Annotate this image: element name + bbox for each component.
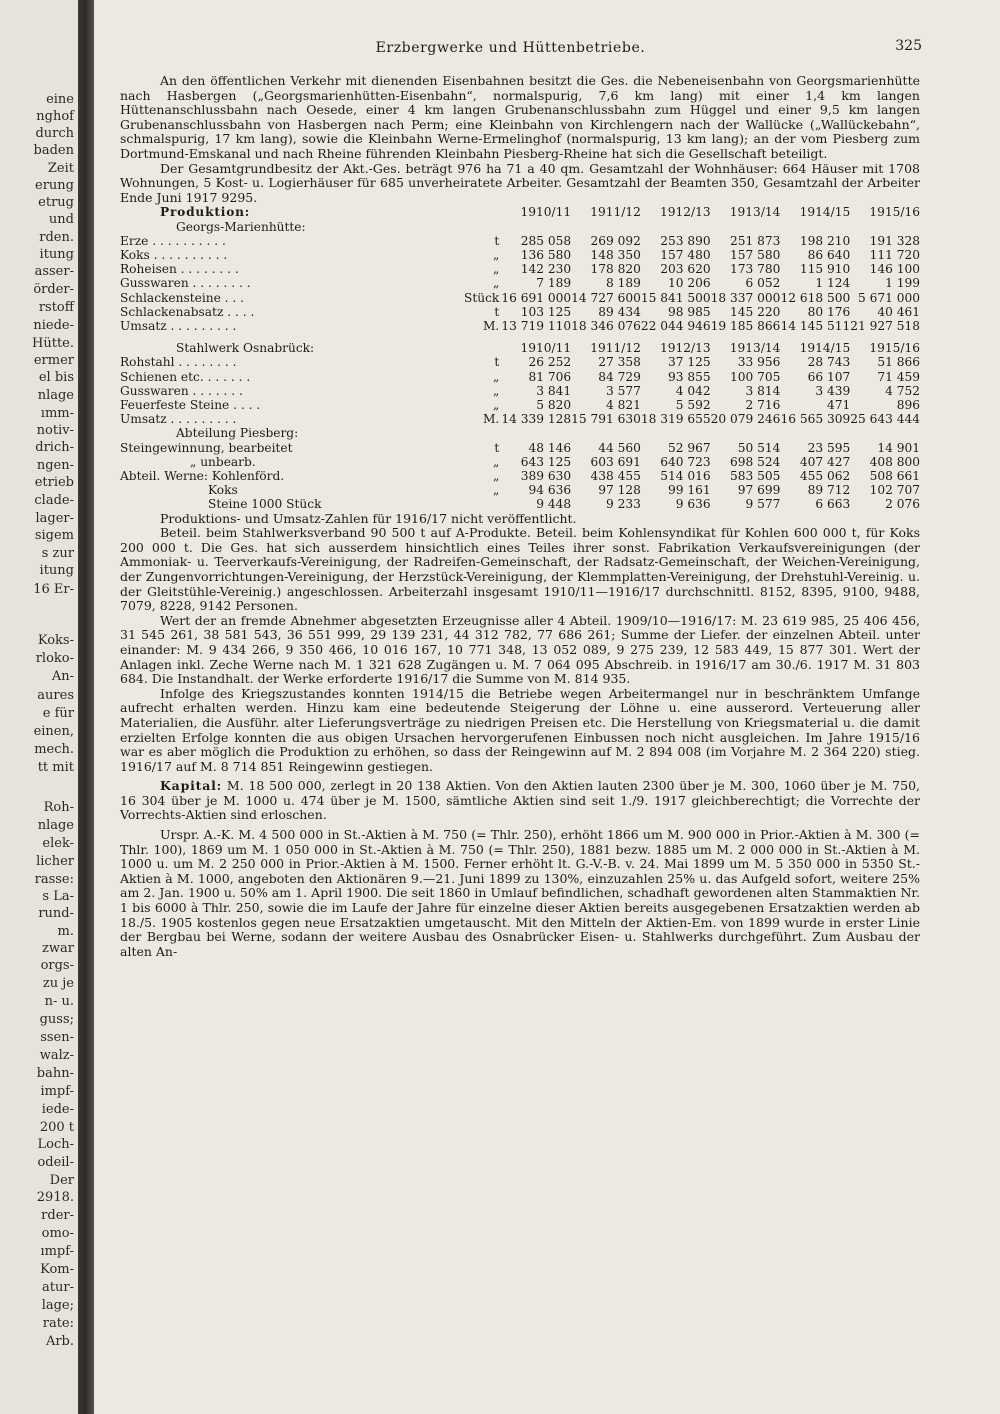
adjacent-page-fragment: 200 t xyxy=(39,1120,74,1135)
capital-label: Kapital: xyxy=(160,778,223,794)
adjacent-page-fragment: An- xyxy=(51,669,74,684)
table-cell: 19 185 866 xyxy=(710,318,781,333)
table-cell: 136 580 xyxy=(520,247,572,262)
adjacent-page-fragment: rate: xyxy=(42,1316,74,1331)
row-label: „ unbearb. xyxy=(190,454,256,469)
adjacent-page-fragment: sigem xyxy=(34,528,74,543)
adjacent-page-strip xyxy=(0,0,78,1414)
adjacent-page-fragment: Loch- xyxy=(37,1137,74,1152)
adjacent-page-fragment: durch xyxy=(35,126,74,141)
adjacent-page-fragment: zu je xyxy=(42,976,74,991)
spacer-row xyxy=(120,333,920,341)
row-label: Steingewinnung, bearbeitet xyxy=(120,440,293,455)
row-unit: t xyxy=(494,304,500,319)
table-cell: 37 125 xyxy=(668,355,711,370)
year-header: 1912/13 xyxy=(660,205,711,220)
table-cell: 12 618 500 xyxy=(780,290,851,305)
year-header: 1910/11 xyxy=(520,341,572,356)
table-cell: 142 230 xyxy=(520,262,572,277)
table-row xyxy=(120,384,920,398)
row-label: Abteil. Werne: Kohlenförd. xyxy=(120,469,285,483)
table-row xyxy=(120,262,920,276)
table-header-row xyxy=(120,341,920,355)
table-cell: 115 910 xyxy=(799,262,851,277)
table-cell: 97 699 xyxy=(737,483,781,498)
table-cell: 20 079 246 xyxy=(710,412,781,427)
table-cell: 1 124 xyxy=(815,276,851,291)
table-cell: 698 524 xyxy=(730,454,781,469)
table-row xyxy=(120,355,920,369)
table-cell: 3 439 xyxy=(815,383,851,398)
table-cell: 26 252 xyxy=(528,355,572,370)
adjacent-page-fragment: s La- xyxy=(42,889,74,904)
table-cell: 203 620 xyxy=(660,262,711,277)
table-cell: 471 xyxy=(826,397,851,412)
table-row xyxy=(120,469,920,483)
table-cell: 389 630 xyxy=(520,469,572,483)
adjacent-page-fragment: eine xyxy=(46,92,74,107)
row-label: Schienen etc. . . . . . . xyxy=(120,369,251,384)
table-cell: 15 791 630 xyxy=(571,412,641,427)
table-cell: 14 727 600 xyxy=(571,290,641,305)
row-unit: „ xyxy=(492,397,500,412)
table-cell: 157 580 xyxy=(730,247,781,262)
table-cell: 269 092 xyxy=(590,233,641,248)
adjacent-page-fragment: el bis xyxy=(38,370,74,385)
table-cell: 52 967 xyxy=(668,440,711,455)
table-cell: 9 577 xyxy=(745,497,781,512)
table-cell: 81 706 xyxy=(528,369,572,384)
table-row xyxy=(120,305,920,319)
row-label: Umsatz . . . . . . . . . xyxy=(120,412,237,427)
adjacent-page-fragment: walz- xyxy=(39,1048,74,1063)
table-cell: 508 661 xyxy=(869,469,920,483)
table-row xyxy=(120,370,920,384)
table-cell: 2 076 xyxy=(885,497,920,512)
table-cell: 14 145 511 xyxy=(780,318,851,333)
row-unit: t xyxy=(494,233,500,248)
row-label: Erze . . . . . . . . . . xyxy=(120,233,226,248)
table-cell: 191 328 xyxy=(869,233,920,248)
table-cell: 173 780 xyxy=(730,262,781,277)
adjacent-page-fragment: drich- xyxy=(35,440,74,455)
row-label: Gusswaren . . . . . . . . xyxy=(120,276,251,291)
paragraph-original-capital: Urspr. A.-K. M. 4 500 000 in St.-Aktien à M. 750 (= Thlr. 250), erhöht 1866 um M. 900 000 in Prior.-Aktien à M. 300 (= Thlr. 100), 1869 um M. 1 050 000 in St.-Aktien à M. 750 (= Thlr. 250), 1881 bezw. 1885 um M. 2 000 000 in St.-Aktien à M. 1000 u. um M. 2 250 000 in Prior.-Aktien à M. 1500. Ferner erhöht lt. G.-V.-B. v. 24. Mai 1899 um M. 5 350 000 in 5350 St.-Aktien à M. 1000, angeboten den Aktionären 9.—21. Juni 1899 zu 130%, einzuzahlen 25% u. das Aufgeld sofort, weitere 25% am 2. Jan. 1900 u. 50% am 1. April 1900. Die seit 1860 in Umlauf befindlichen, schadhaft gewordenen alten Stammaktien Nr. 1 bis 6000 à Thlr. 250, sowie die im Laufe der Jahre für einzelne dieser Aktien bereits ausgegebenen Ersatzaktien werden ab 18./5. 1905 kostenlos gegen neue Ersatzaktien umgetauscht. Mit den Mitteln der Aktien-Em. von 1899 wurde in erster Linie der Bergbau bei Werne, sodann der weitere Ausbau des Osnabrücker Eisen- u. Stahlwerks durchgeführt. Zum Ausbau der alten An- xyxy=(120,827,920,959)
table-cell: 5 820 xyxy=(536,397,572,412)
section-title: Georgs-Marienhütte: xyxy=(176,219,306,234)
adjacent-page-fragment: clade- xyxy=(34,493,74,508)
paragraph-participations: Beteil. beim Stahlwerksverband 90 500 t auf A-Produkte. Beteil. beim Kohlensyndikat für Kohlen 600 000 t, für Koks 200 000 t. Die Ges. hat sich ausserdem hinsichtlich eines Teiles ihrer sonst. Fabrikation Verkaufsvereinigungen (der Ammoniak- u. Teerverkaufs-Vereinigung, der Radreifen-Gemeinschaft, der Radsatz-Gemeinschaft, der Weichen-Vereinigung, der Zungenvorrichtungen-Vereinigung, der Herzstück-Vereinigung, der Klemmplatten-Vereinigung, der Drehstuhl-Vereinig. u. der Gleitstühle-Vereinig.) angeschlossen. Arbeiterzahl insgesamt 1910/11—1916/17 durchschnittl. 8152, 8395, 9100, 9488, 7079, 8228, 9142 Personen. xyxy=(120,525,920,614)
page-content xyxy=(120,74,920,959)
adjacent-page-fragment: nlage xyxy=(37,818,74,833)
table-cell: 14 339 128 xyxy=(501,412,572,427)
paragraph-war-effects: Infolge des Kriegszustandes konnten 1914/15 die Betriebe wegen Arbeitermangel nur in beschränktem Umfange aufrecht erhalten werden. Hinzu kam eine bedeutende Steigerung der Löhne u. eine ausserord. Verteuerung aller Materialien, die Ausführ. alter Lieferungsverträge zu niedrigen Preisen etc. Die Herstellung von Kriegsmaterial u. die damit erzielten Erfolge konnten die aus obigen Ursachen hervorgerufenen Einbussen noch nicht ausgleichen. Im Jahre 1915/16 war es aber möglich die Produktion zu erhöhen, so dass der Reingewinn auf M. 2 894 008 (im Vorjahre M. 2 364 220) stieg. 1916/17 auf M. 8 714 851 Reingewinn gestiegen. xyxy=(120,685,920,774)
adjacent-page-fragment: rund- xyxy=(38,906,74,921)
adjacent-page-fragment: itung xyxy=(39,247,74,262)
capital-text: M. 18 500 000, zerlegt in 20 138 Aktien. Von den Aktien lauten 2300 über je M. 300, 1060 über je M. 750, 16 304 über je M. 1000 u. 474 über je M. 1500, sämtliche Aktien sind seit 1./9. 1917 gleichberechtigt; die Vorrechte der Vorrechts-Aktien sind erloschen. xyxy=(120,778,920,823)
adjacent-page-fragment: zwar xyxy=(42,941,74,956)
year-header: 1915/16 xyxy=(869,205,920,220)
table-cell: 4 821 xyxy=(605,397,641,412)
section-row xyxy=(120,426,920,440)
table-cell: 8 189 xyxy=(605,276,641,291)
row-label: Steine 1000 Stück xyxy=(208,497,322,512)
table-cell: 28 743 xyxy=(807,355,851,370)
table-cell: 9 448 xyxy=(536,497,572,512)
table-row xyxy=(120,441,920,455)
table-cell: 1 199 xyxy=(885,276,920,291)
table-cell: 51 866 xyxy=(877,355,920,370)
table-cell: 16 565 309 xyxy=(780,412,851,427)
table-cell: 4 042 xyxy=(675,383,711,398)
table-cell: 84 729 xyxy=(598,369,641,384)
table-cell: 407 427 xyxy=(799,454,851,469)
row-label: Schlackensteine . . . xyxy=(120,290,245,305)
adjacent-page-fragment: 2918. xyxy=(36,1190,74,1205)
table-cell: 103 125 xyxy=(520,304,572,319)
row-label: Koks . . . . . . . . . . xyxy=(120,247,228,262)
adjacent-page-fragment: Roh- xyxy=(43,800,74,815)
page-number: 325 xyxy=(895,38,922,54)
table-header-row xyxy=(120,205,920,219)
adjacent-page-fragment: rden. xyxy=(39,230,74,245)
row-unit: „ xyxy=(492,369,500,384)
adjacent-page-fragment: lage; xyxy=(41,1298,74,1313)
table-cell: 3 841 xyxy=(536,383,572,398)
table-cell: 2 716 xyxy=(745,397,781,412)
table-cell: 71 459 xyxy=(877,369,920,384)
production-footnote: Produktions- und Umsatz-Zahlen für 1916/17 nicht veröffentlicht. xyxy=(160,510,577,526)
section-title: Produktion: xyxy=(160,205,251,220)
table-cell: 89 712 xyxy=(807,483,851,498)
table-cell: 14 901 xyxy=(877,440,920,455)
section-title: Abteilung Piesberg: xyxy=(176,426,299,441)
table-cell: 6 663 xyxy=(815,497,851,512)
row-label: Feuerfeste Steine . . . . xyxy=(120,397,261,412)
row-unit: „ xyxy=(492,383,500,398)
table-cell: 13 719 110 xyxy=(501,318,572,333)
section-row xyxy=(120,220,920,234)
table-cell: 896 xyxy=(896,397,920,412)
table-row xyxy=(120,483,920,497)
table-cell: 9 233 xyxy=(605,497,641,512)
table-cell: 253 890 xyxy=(660,233,711,248)
adjacent-page-fragment: etrug xyxy=(38,195,74,210)
adjacent-page-fragment: tt mit xyxy=(37,760,74,775)
table-cell: 5 592 xyxy=(675,397,711,412)
row-unit: Stück xyxy=(464,290,500,305)
adjacent-page-fragment: e für xyxy=(42,706,74,721)
row-unit: M. xyxy=(482,318,500,333)
paragraph-railways: An den öffentlichen Verkehr mit dienenden Eisenbahnen besitzt die Ges. die Nebeneisenbahn von Georgsmarienhütte nach Hasbergen („Georgsmarienhütten-Eisenbahn“, normalspurig, 7,6 km lang) mit einer 1,4 km langen Hüttenanschlussbahn nach Oesede, einer 4 km langen Grubenanschlussbahn zum Hüggel und einer 9,5 km langen Grubenanschlussbahn von Hasbergen nach Perm; eine Kleinbahn von Kirchlengern nach der Wallücke („Wallückebahn“, schmalspurig, 17 km lang), sowie die Kleinbahn Werne-Ermelinghof (normalspurig, 13 km lang); an der vom Piesberg zum Dortmund-Emskanal und nach Rheine führenden Kleinbahn Piesberg-Rheine hat sich die Gesellschaft beteiligt. xyxy=(120,73,920,161)
adjacent-page-fragment: n- u. xyxy=(44,994,74,1009)
table-cell: 100 705 xyxy=(730,369,781,384)
table-cell: 22 044 946 xyxy=(640,318,711,333)
row-label: Rohstahl . . . . . . . . xyxy=(120,355,237,370)
table-cell: 18 337 000 xyxy=(710,290,781,305)
table-row xyxy=(120,248,920,262)
paragraph-land-holdings: Der Gesamtgrundbesitz der Akt.-Ges. beträgt 976 ha 71 a 40 qm. Gesamtzahl der Wohnhäuser: 664 Häuser mit 1708 Wohnungen, 5 Kost- u. Logierhäuser für 685 unverheiratete Arbeiter. Gesamtzahl der Beamten 350, Gesamtzahl der Arbeiter Ende Juni 1917 9295. xyxy=(120,160,920,205)
adjacent-page-fragment: Kom- xyxy=(40,1262,74,1277)
adjacent-page-fragment: rstoff xyxy=(38,300,74,315)
row-label: Koks xyxy=(208,483,238,498)
adjacent-page-fragment: etrieb xyxy=(34,475,74,490)
table-cell: 178 820 xyxy=(590,262,641,277)
adjacent-page-fragment: ımpf- xyxy=(40,1244,74,1259)
adjacent-page-fragment: örder- xyxy=(33,282,74,297)
adjacent-page-fragment: rloko- xyxy=(35,651,74,666)
table-cell: 89 434 xyxy=(598,304,641,319)
table-cell: 251 873 xyxy=(730,233,781,248)
section-title: Stahlwerk Osnabrück: xyxy=(176,341,315,356)
table-cell: 16 691 000 xyxy=(501,290,572,305)
adjacent-page-fragment: s zur xyxy=(41,546,74,561)
table-cell: 6 052 xyxy=(745,276,781,291)
table-cell: 44 560 xyxy=(598,440,641,455)
year-header: 1914/15 xyxy=(799,205,851,220)
year-header: 1911/12 xyxy=(590,205,641,220)
adjacent-page-fragment: rasse: xyxy=(34,872,74,887)
year-header: 1913/14 xyxy=(729,205,781,220)
table-cell: 9 636 xyxy=(675,497,711,512)
table-cell: 3 577 xyxy=(605,383,641,398)
table-cell: 10 206 xyxy=(668,276,711,291)
table-cell: 94 636 xyxy=(528,483,572,498)
table-cell: 102 707 xyxy=(869,483,920,498)
row-unit: M. xyxy=(482,412,500,427)
paragraph-sales-value: Wert der an fremde Abnehmer abgesetzten Erzeugnisse aller 4 Abteil. 1909/10—1916/17: M. 23 619 985, 25 406 456, 31 545 261, 38 581 543, 36 551 999, 29 139 231, 44 312 782, 77 686 261; Summe der Liefer. der einzelnen Abteil. unter einander: M. 9 434 266, 9 350 466, 10 016 167, 10 771 348, 13 052 089, 9 275 239, 12 583 449, 15 877 301. Wert der Anlagen inkl. Zeche Werne nach M. 1 321 628 Zugängen u. M. 7 064 095 Abschreib. in 1916/17 am 30./6. 1917 M. 31 803 684. Die Instandhalt. der Werke erforderte 1916/17 die Summe von M. 814 935. xyxy=(120,612,920,687)
adjacent-page-fragment: elek- xyxy=(42,836,74,851)
table-row xyxy=(120,455,920,469)
adjacent-page-fragment: iede- xyxy=(41,1102,74,1117)
table-cell: 4 752 xyxy=(885,383,920,398)
adjacent-page-fragment: Hütte. xyxy=(32,336,74,351)
table-cell: 7 189 xyxy=(536,276,572,291)
table-cell: 15 841 500 xyxy=(640,290,711,305)
adjacent-page-fragment: Der xyxy=(49,1173,74,1188)
row-label: Schlackenabsatz . . . . xyxy=(120,304,255,319)
book-page xyxy=(96,0,1000,1414)
row-unit: „ xyxy=(492,454,500,469)
table-cell: 3 814 xyxy=(745,383,781,398)
table-cell: 408 800 xyxy=(869,454,920,469)
running-title: Erzbergwerke und Hüttenbetriebe. xyxy=(375,40,646,56)
adjacent-page-fragment: Arb. xyxy=(45,1334,74,1349)
adjacent-page-fragment: guss; xyxy=(39,1012,74,1027)
adjacent-page-fragment: odeil- xyxy=(37,1155,74,1170)
table-row xyxy=(120,234,920,248)
table-row xyxy=(120,291,920,305)
paragraph-capital xyxy=(120,779,920,823)
adjacent-page-fragment: nghof xyxy=(36,109,74,124)
row-unit: t xyxy=(494,440,500,455)
adjacent-page-fragment: ımm- xyxy=(40,406,74,421)
adjacent-page-fragment: ngen- xyxy=(36,458,74,473)
table-row xyxy=(120,412,920,426)
adjacent-page-fragment: rder- xyxy=(41,1208,74,1223)
year-header: 1912/13 xyxy=(660,341,711,356)
year-header: 1915/16 xyxy=(869,341,920,356)
table-cell: 18 346 076 xyxy=(571,318,641,333)
adjacent-page-fragment: Koks- xyxy=(37,633,74,648)
adjacent-page-fragment: bahn- xyxy=(36,1066,74,1081)
table-cell: 93 855 xyxy=(668,369,711,384)
table-cell: 455 062 xyxy=(799,469,851,483)
table-cell: 66 107 xyxy=(807,369,851,384)
adjacent-page-fragment: licher xyxy=(36,854,74,869)
table-cell: 18 319 655 xyxy=(640,412,711,427)
adjacent-page-fragment: lager- xyxy=(35,511,74,526)
table-cell: 80 176 xyxy=(807,304,851,319)
adjacent-page-fragment: atur- xyxy=(42,1280,74,1295)
table-cell: 145 220 xyxy=(730,304,781,319)
table-cell: 111 720 xyxy=(869,247,920,262)
table-row xyxy=(120,319,920,333)
table-cell: 40 461 xyxy=(877,304,920,319)
adjacent-page-fragment: itung xyxy=(39,563,74,578)
table-cell: 146 100 xyxy=(869,262,920,277)
row-label: Roheisen . . . . . . . . xyxy=(120,262,239,277)
table-row xyxy=(120,497,920,511)
table-cell: 97 128 xyxy=(598,483,641,498)
adjacent-page-fragment: asser- xyxy=(34,264,74,279)
adjacent-page-fragment: omo- xyxy=(41,1226,74,1241)
adjacent-page-fragment: ssen- xyxy=(40,1030,74,1045)
row-unit: t xyxy=(494,355,500,370)
adjacent-page-fragment: 16 Er- xyxy=(33,582,74,597)
adjacent-page-fragment: niede- xyxy=(33,318,74,333)
adjacent-page-fragment: nlage xyxy=(37,388,74,403)
adjacent-page-fragment: mech. xyxy=(34,742,74,757)
year-header: 1913/14 xyxy=(729,341,781,356)
table-cell: 640 723 xyxy=(660,454,711,469)
adjacent-page-fragment: erung xyxy=(35,178,74,193)
row-unit: „ xyxy=(492,262,500,277)
row-label: Umsatz . . . . . . . . . xyxy=(120,318,237,333)
table-cell: 33 956 xyxy=(737,355,781,370)
year-header: 1910/11 xyxy=(520,205,572,220)
adjacent-page-fragment: Zeit xyxy=(47,161,74,176)
year-header: 1914/15 xyxy=(799,341,851,356)
table-row xyxy=(120,398,920,412)
table-cell: 198 210 xyxy=(799,233,851,248)
adjacent-page-fragment: ermer xyxy=(33,353,74,368)
row-unit: „ xyxy=(492,247,500,262)
table-cell: 27 358 xyxy=(598,355,641,370)
adjacent-page-fragment: aures xyxy=(37,688,74,703)
book-gutter xyxy=(78,0,94,1414)
adjacent-page-fragment: orgs- xyxy=(40,958,74,973)
year-header: 1911/12 xyxy=(590,341,641,356)
table-cell: 438 455 xyxy=(590,469,641,483)
spacer xyxy=(120,333,920,341)
table-cell: 285 058 xyxy=(520,233,572,248)
row-unit xyxy=(464,497,501,511)
table-cell: 5 671 000 xyxy=(857,290,920,305)
adjacent-page-fragment: einen, xyxy=(33,724,74,739)
row-unit: „ xyxy=(492,469,500,483)
table-cell: 583 505 xyxy=(730,469,781,483)
table-cell: 99 161 xyxy=(668,483,711,498)
row-unit: „ xyxy=(492,276,500,291)
table-cell: 23 595 xyxy=(807,440,851,455)
table-row xyxy=(120,276,920,290)
adjacent-page-fragment: m. xyxy=(57,924,74,939)
table-cell: 50 514 xyxy=(737,440,781,455)
table-cell: 48 146 xyxy=(528,440,572,455)
adjacent-page-fragment: baden xyxy=(33,143,74,158)
table-cell: 21 927 518 xyxy=(850,318,920,333)
row-unit: „ xyxy=(492,483,500,498)
table-cell: 643 125 xyxy=(520,454,572,469)
adjacent-page-fragment: und xyxy=(48,212,74,227)
row-label: Gusswaren . . . . . . . xyxy=(120,383,243,398)
table-cell: 514 016 xyxy=(660,469,711,483)
table-cell: 98 985 xyxy=(668,304,711,319)
table-cell: 25 643 444 xyxy=(850,412,920,427)
table-cell: 86 640 xyxy=(807,247,851,262)
table-cell: 603 691 xyxy=(590,454,641,469)
production-table xyxy=(120,205,920,511)
adjacent-page-fragment: notiv- xyxy=(36,423,74,438)
table-cell: 157 480 xyxy=(660,247,711,262)
adjacent-page-fragment: impf- xyxy=(40,1084,74,1099)
table-cell: 148 350 xyxy=(590,247,641,262)
